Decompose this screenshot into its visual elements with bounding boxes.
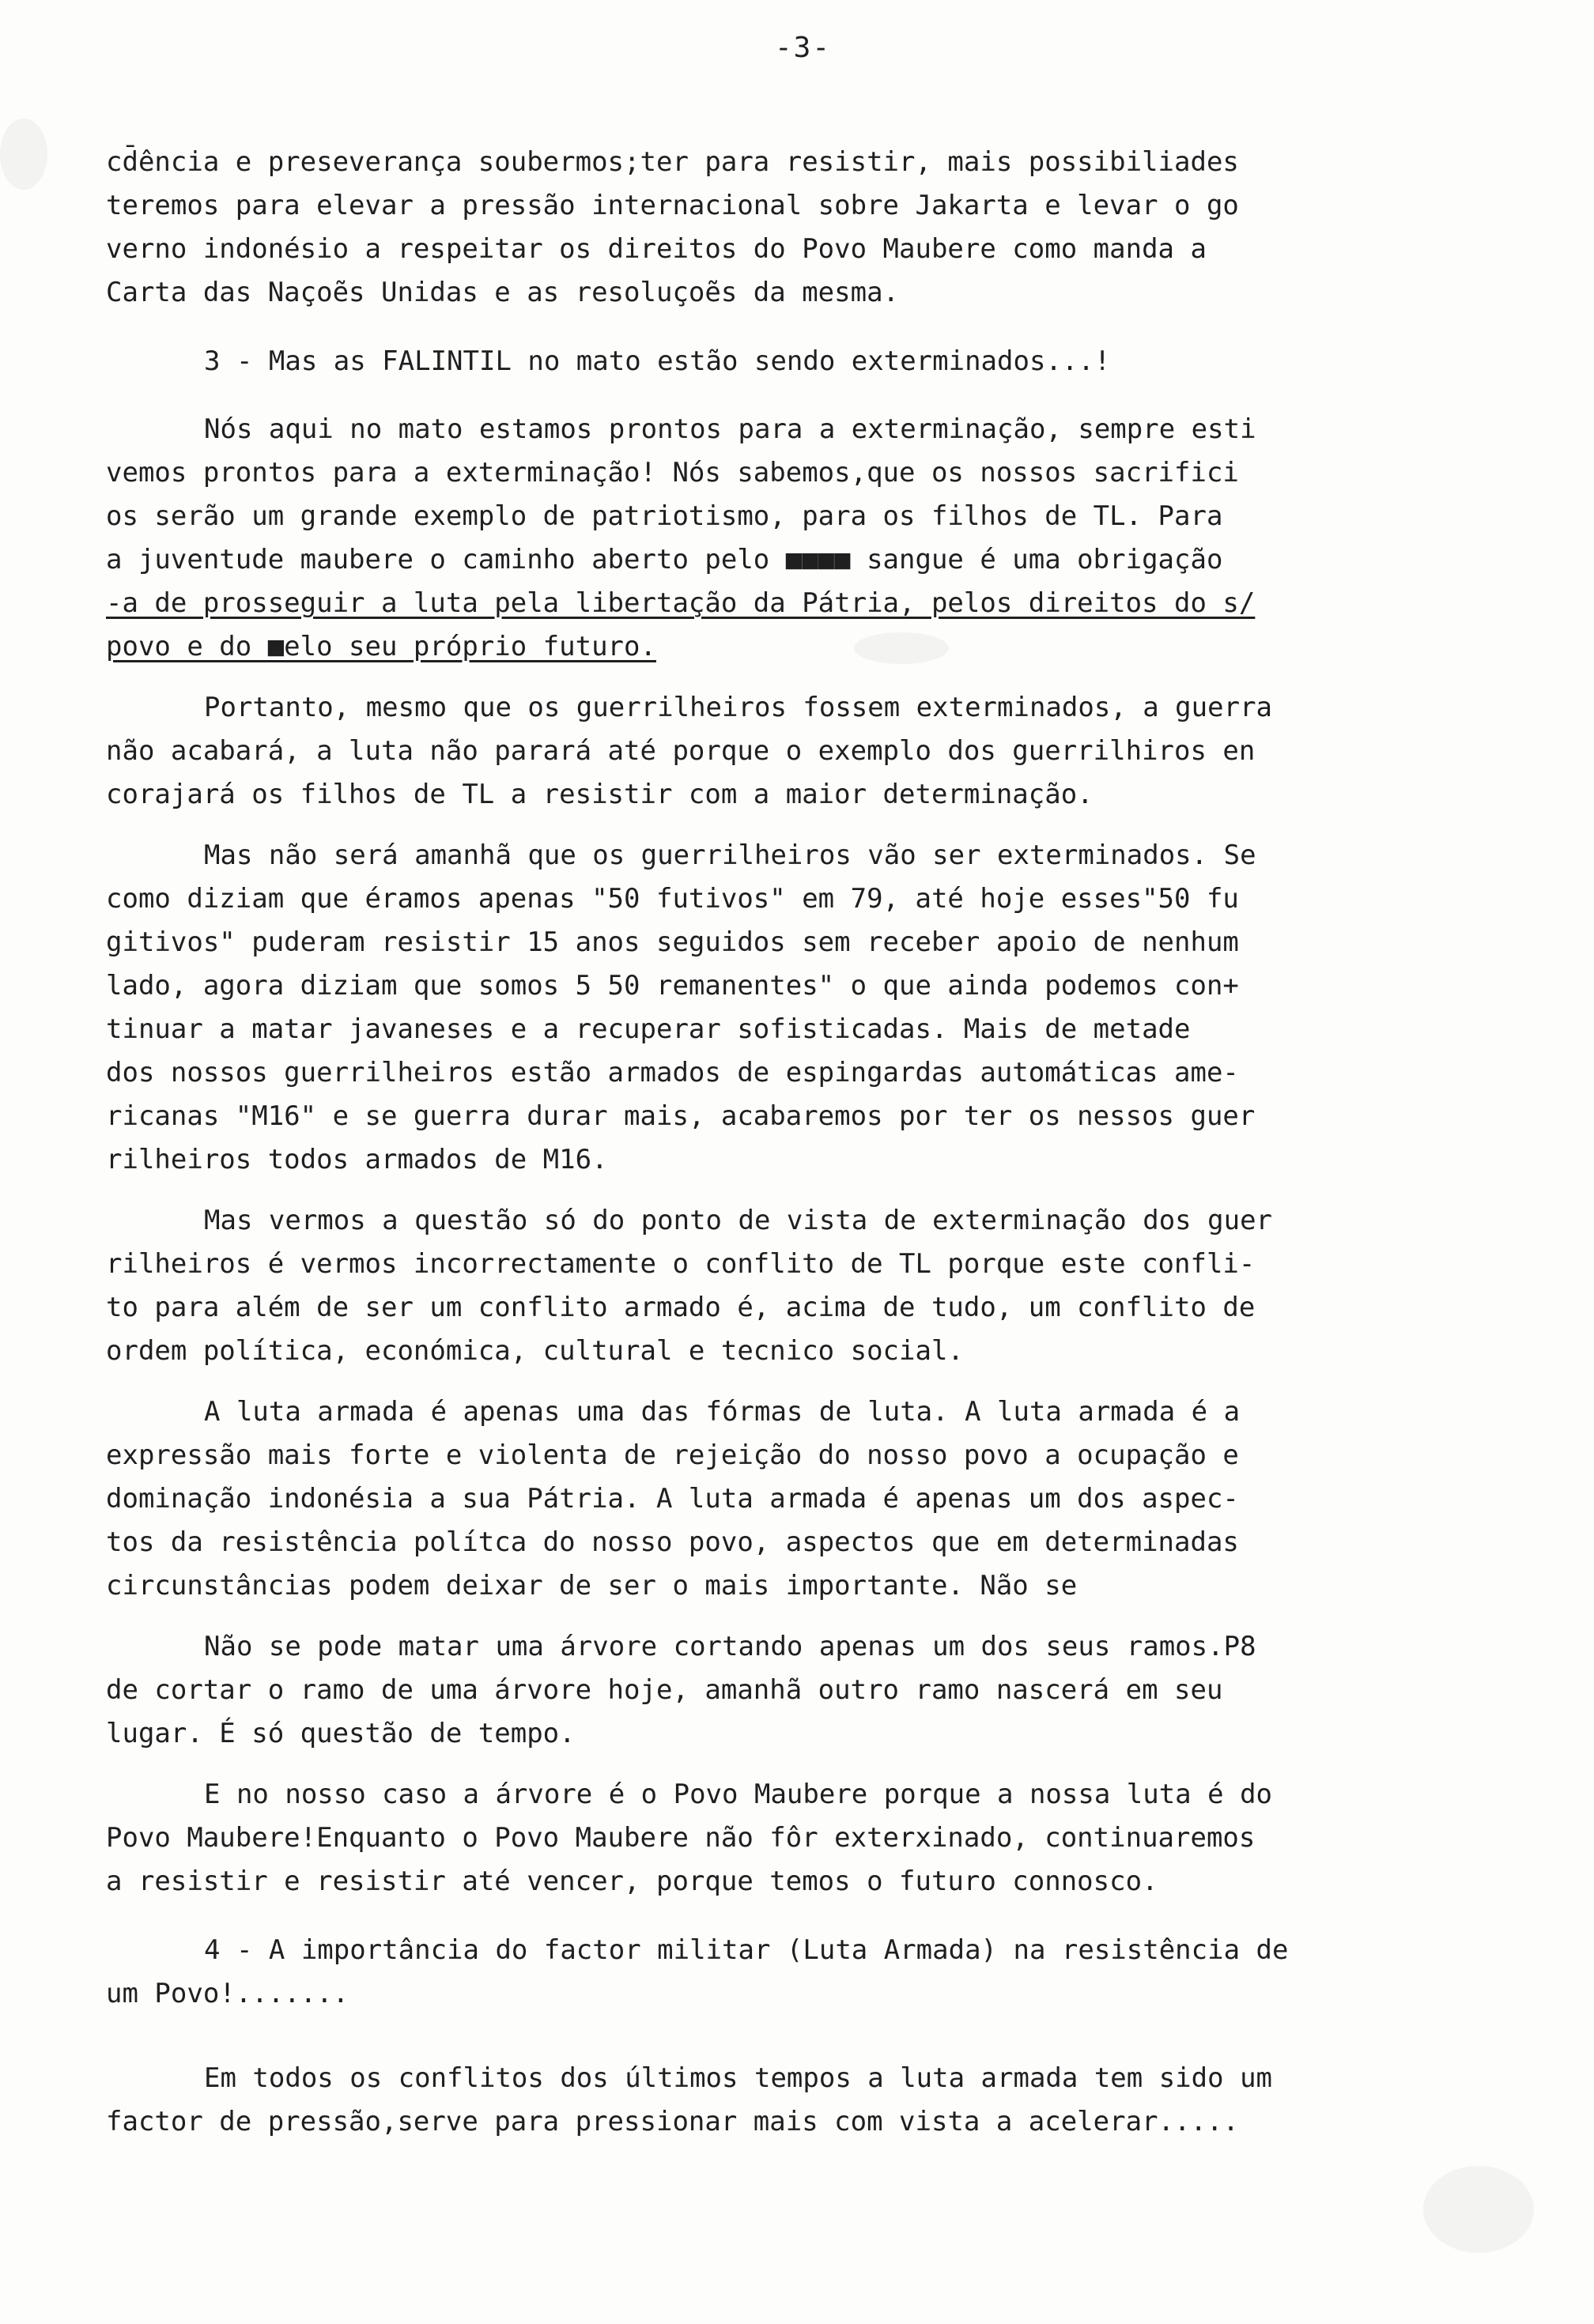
text-line: teremos para elevar a pressão internacional sobre Jakarta e levar o go xyxy=(106,190,1239,221)
text-line: gitivos" puderam resistir 15 anos seguidos sem receber apoio de nenhum xyxy=(106,926,1239,958)
text-line: ricanas "M16" e se guerra durar mais, acabaremos por ter os nessos guer xyxy=(106,1100,1256,1132)
text-line: ordem política, económica, cultural e tecnico social. xyxy=(106,1335,964,1367)
text-line: de cortar o ramo de uma árvore hoje, amanhã outro ramo nascerá em seu xyxy=(106,1674,1223,1706)
text-line: factor de pressão,serve para pressionar mais com vista a acelerar..... xyxy=(106,2106,1239,2137)
text-line: A luta armada é apenas uma das fórmas de luta. A luta armada é a xyxy=(204,1396,1241,1428)
text-line: Mas vermos a questão só do ponto de vista de exterminação dos guer xyxy=(204,1205,1273,1236)
text-line: rilheiros todos armados de M16. xyxy=(106,1144,608,1175)
text-line: corajará os filhos de TL a resistir com a maior determinação. xyxy=(106,779,1094,810)
text-line: como diziam que éramos apenas "50 futivos" em 79, até hoje esses"50 fu xyxy=(106,883,1239,915)
text-line: tos da resistência polítca do nosso povo, aspectos que em determinadas xyxy=(106,1526,1239,1558)
text-line: expressão mais forte e violenta de rejeição do nosso povo a ocupação e xyxy=(106,1439,1239,1471)
text-line: não acabará, a luta não parará até porque o exemplo dos guerrilhiros en xyxy=(106,735,1256,767)
text-line: a juventude maubere o caminho aberto pelo ■■■■ sangue é uma obrigação xyxy=(106,544,1223,575)
text-line: lugar. É só questão de tempo. xyxy=(106,1718,576,1749)
section-heading: 3 - Mas as FALINTIL no mato estão sendo exterminados...! xyxy=(204,345,1111,377)
text-line: Em todos os conflitos dos últimos tempos a luta armada tem sido um xyxy=(204,2062,1273,2094)
text-line: E no nosso caso a árvore é o Povo Maubere porque a nossa luta é do xyxy=(204,1779,1273,1810)
text-line: circunstâncias podem deixar de ser o mais importante. Não se xyxy=(106,1570,1078,1602)
text-line: os serão um grande exemplo de patriotismo, para os filhos de TL. Para xyxy=(106,500,1223,532)
scan-smudge xyxy=(0,119,47,190)
text-line: verno indonésio a respeitar os direitos do Povo Maubere como manda a xyxy=(106,233,1207,265)
page-number: -3- xyxy=(775,32,832,64)
section-heading: 4 - A importância do factor militar (Luta Armada) na resistência de xyxy=(204,1934,1289,1966)
text-line: dominação indonésia a sua Pátria. A luta armada é apenas um dos aspec- xyxy=(106,1483,1239,1515)
underlined-line: -a de prosseguir a luta pela libertação da Pátria, pelos direitos do s/ xyxy=(106,587,1256,619)
text-line: a resistir e resistir até vencer, porque temos o futuro connosco. xyxy=(106,1866,1158,1897)
text-line: Povo Maubere!Enquanto o Povo Maubere não fôr exterxinado, continuaremos xyxy=(106,1822,1256,1854)
text-line: lado, agora diziam que somos 5 50 remanentes" o que ainda podemos con+ xyxy=(106,970,1239,1002)
text-line: Nós aqui no mato estamos prontos para a exterminação, sempre esti xyxy=(204,413,1256,445)
text-line: cd̄ência e preseverança soubermos;ter para resistir, mais possibiliades xyxy=(106,146,1239,178)
text-line: Carta das Naçoẽs Unidas e as resoluçoẽs da mesma. xyxy=(106,277,900,308)
scan-smudge xyxy=(854,632,949,664)
text-line: dos nossos guerrilheiros estão armados de espingardas automáticas ame- xyxy=(106,1057,1239,1088)
text-line: tinuar a matar javaneses e a recuperar sofisticadas. Mais de metade xyxy=(106,1013,1191,1045)
text-line: Não se pode matar uma árvore cortando apenas um dos seus ramos.P8 xyxy=(204,1631,1256,1662)
scan-smudge xyxy=(1423,2166,1534,2253)
underlined-line: povo e do ■elo seu próprio futuro. xyxy=(106,631,656,662)
text-line: Portanto, mesmo que os guerrilheiros fossem exterminados, a guerra xyxy=(204,692,1273,723)
text-line: um Povo!....... xyxy=(106,1978,349,2009)
text-line: Mas não será amanhã que os guerrilheiros vão ser exterminados. Se xyxy=(204,839,1256,871)
text-line: vemos prontos para a exterminação! Nós sabemos,que os nossos sacrifici xyxy=(106,457,1239,489)
text-line: rilheiros é vermos incorrectamente o conflito de TL porque este confli- xyxy=(106,1248,1256,1280)
text-line: to para além de ser um conflito armado é, acima de tudo, um conflito de xyxy=(106,1292,1256,1323)
